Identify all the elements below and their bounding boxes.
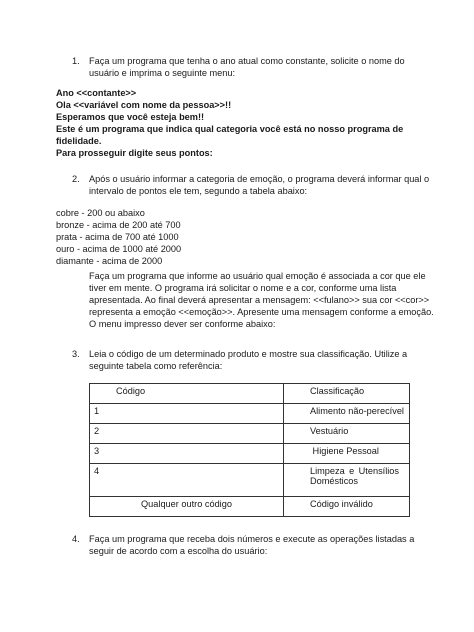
q4-line-2: seguir de acordo com a escolha do usuário: (89, 546, 268, 556)
menu-block (56, 87, 403, 159)
table-cell-code: 1 (90, 404, 284, 424)
q3-line-1: Leia o código de um determinado produto e mostre sua classificação. Utilize a (89, 349, 408, 359)
q3-number: 3. (72, 349, 80, 359)
menu-line-1: Ano <<contante>> (56, 88, 137, 98)
table-cell-code: 3 (90, 444, 284, 464)
emotion-paragraph (89, 270, 434, 330)
menu-line-3: Esperamos que você esteja bem!! (56, 112, 205, 122)
category-item: ouro - acima de 1000 até 2000 (56, 244, 182, 254)
classification-table (89, 383, 410, 517)
table-cell-classification: Limpeza e Utensílios Domésticos (284, 464, 410, 497)
q2-line-1: Após o usuário informar a categoria de emoção, o programa deverá informar qual o (89, 174, 430, 184)
q1-line-1: Faça um programa que tenha o ano atual como constante, solicite o nome do (89, 56, 405, 66)
paragraph-line-1: Faça um programa que informe ao usuário qual emoção é associada a cor que ele (89, 271, 426, 281)
paragraph-line-5: O menu impresso dever ser conforme abaixo: (89, 319, 276, 329)
table-header-classification: Classificação (284, 384, 410, 404)
table-cell-classification: Código inválido (284, 497, 410, 517)
table-cell-classification: Alimento não-perecível (284, 404, 410, 424)
q4-number: 4. (72, 534, 80, 544)
table-row (90, 444, 410, 464)
q2-line-2: intervalo de pontos ele tem, segundo a tabela abaixo: (89, 186, 308, 196)
table-row (90, 497, 410, 517)
q1-line-2: usuário e imprima o seguinte menu: (89, 68, 236, 78)
paragraph-line-4: representa a emoção <<emoção>>. Apresente uma mensagem conforme a emoção. (89, 307, 434, 317)
category-item: diamante - acima de 2000 (56, 256, 163, 266)
table-cell-classification: Higiene Pessoal (284, 444, 410, 464)
category-item: cobre - 200 ou abaixo (56, 208, 145, 218)
table-cell-code: 2 (90, 424, 284, 444)
q2-number: 2. (72, 174, 80, 184)
menu-line-2: Ola <<variável com nome da pessoa>>!! (56, 100, 232, 110)
q1-number: 1. (72, 56, 80, 66)
q4-line-1: Faça um programa que receba dois números e execute as operações listadas a (89, 534, 415, 544)
category-item: bronze - acima de 200 até 700 (56, 220, 181, 230)
category-list (56, 207, 181, 267)
table-header-row (90, 384, 410, 404)
table-header-code: Código (90, 384, 284, 404)
table-row (90, 464, 410, 497)
menu-line-5: fidelidade. (56, 136, 102, 146)
table-cell-code: 4 (90, 464, 284, 497)
paragraph-line-3: apresentada. Ao final deverá apresentar a mensagem: <<fulano>> sua cor <<cor>> (89, 295, 430, 305)
table-row (90, 404, 410, 424)
menu-line-4: Este é um programa que indica qual categoria você está no nosso programa de (56, 124, 404, 134)
q3-line-2: seguinte tabela como referência: (89, 361, 223, 371)
table-row (90, 424, 410, 444)
table-cell-code: Qualquer outro código (90, 497, 284, 517)
category-item: prata - acima de 700 até 1000 (56, 232, 179, 242)
menu-line-6: Para prosseguir digite seus pontos: (56, 148, 213, 158)
paragraph-line-2: tiver em mente. O programa irá solicitar o nome e a cor, conforme uma lista (89, 283, 397, 293)
table-cell-classification: Vestuário (284, 424, 410, 444)
